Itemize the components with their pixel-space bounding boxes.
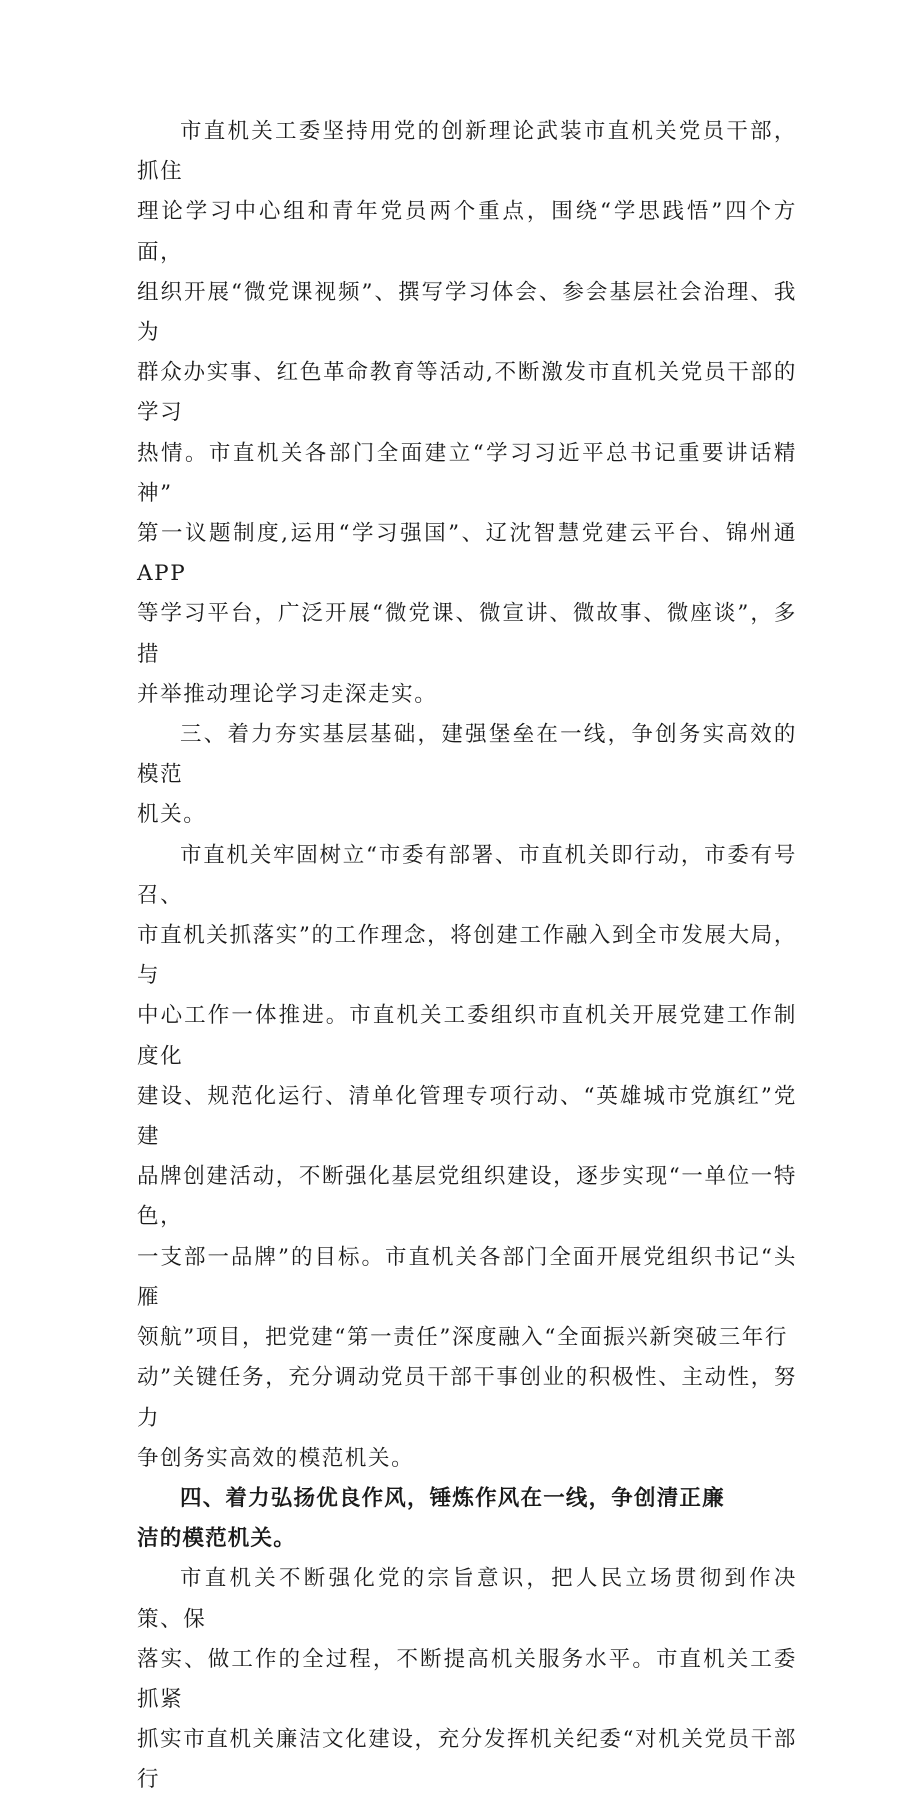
paragraph-section-three-title: 三、着力夯实基层基础，建强堡垒在一线，争创务实高效的模范 机关。 — [137, 722, 797, 828]
paragraph-grassroots: 市直机关牢固树立“市委有部署、市直机关即行动，市委有号召、 市直机关抓落实”的工作理念，将创建工作融入到全市发展大局，与 中心工作一体推进。市直机关工委组织市直机关开展党建工作制度化 建设、规范化运行、清单化管理专项行动、“英雄城市党旗红”党建 品牌创建活动，不断强化基层党组织建设，逐步实现“一单位一特色， 一支部一品牌”的目标。市直机关各部门全面开展党组织书记“头雁 领航”项目，把党建“第一责任”深度融入“全面振兴新突破三年行 动”关键任务，充分调动党员干部干事创业的积极性、主动性，努力 争创务实高效的模范机关。 — [137, 842, 797, 1471]
section-four-heading: 四、着力弘扬优良作风，锤炼作风在一线，争创清正廉 洁的模范机关。 — [137, 1485, 725, 1552]
document-page — [137, 112, 797, 1801]
paragraph-work-style: 市直机关不断强化党的宗旨意识，把人民立场贯彻到作决策、保 落实、做工作的全过程，不断提高机关服务水平。市直机关工委抓紧 抓实市直机关廉洁文化建设，充分发挥机关纪委“对机关党员干部行 — [137, 1566, 797, 1793]
paragraph-theory-study: 市直机关工委坚持用党的创新理论武装市直机关党员干部，抓住 理论学习中心组和青年党员两个重点，围绕“学思践悟”四个方面， 组织开展“微党课视频”、撰写学习体会、参会基层社会治理、我为 群众办实事、红色革命教育等活动,不断激发市直机关党员干部的学习 热情。市直机关各部门全面建立“学习习近平总书记重要讲话精神” 第一议题制度,运用“学习强国”、辽沈智慧党建云平台、锦州通APP 等学习平台，广泛开展“微党课、微宣讲、微故事、微座谈”，多措 并举推动理论学习走深走实。 — [137, 119, 797, 707]
